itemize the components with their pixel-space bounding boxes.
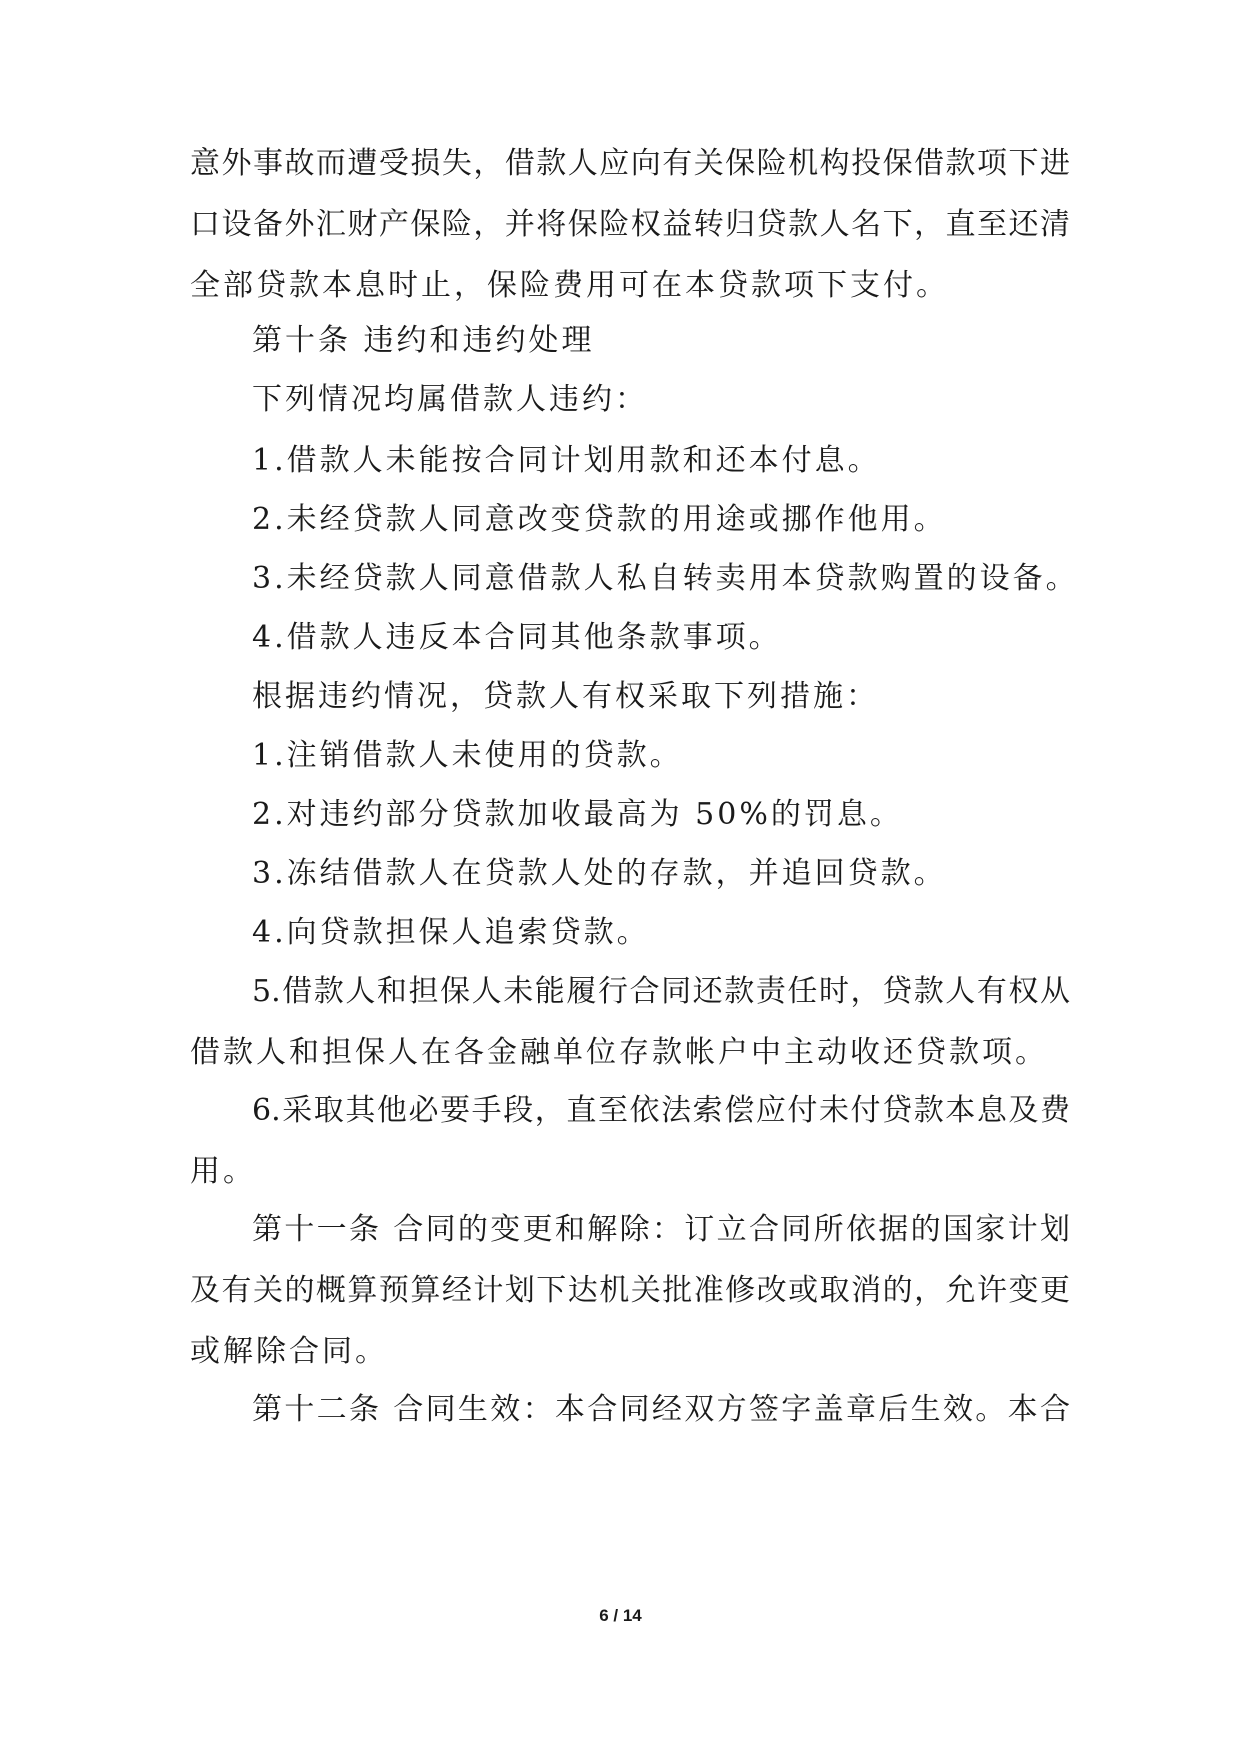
default-case-1: 1.借款人未能按合同计划用款和还本付息。 (252, 443, 881, 478)
default-case-4: 4.借款人违反本合同其他条款事项。 (252, 620, 782, 655)
measure-3: 3.冻结借款人在贷款人处的存款，并追回贷款。 (252, 856, 947, 891)
measure-4: 4.向贷款担保人追索贷款。 (252, 915, 650, 950)
article-11-line-3: 或解除合同。 (190, 1334, 388, 1369)
paragraph-line-1: 意外事故而遭受损失，借款人应向有关保险机构投保借款项下进 (190, 146, 1070, 181)
page-number: 6 / 14 (599, 1606, 642, 1625)
measure-5-line-2: 借款人和担保人在各金融单位存款帐户中主动收还贷款项。 (190, 1035, 1048, 1070)
article-11-line-1: 第十一条 合同的变更和解除：订立合同所依据的国家计划 (252, 1212, 1070, 1247)
article-11-line-2: 及有关的概算预算经计划下达机关批准修改或取消的，允许变更 (190, 1273, 1070, 1308)
measure-1: 1.注销借款人未使用的贷款。 (252, 738, 683, 773)
default-case-3: 3.未经贷款人同意借款人私自转卖用本贷款购置的设备。 (252, 561, 1079, 596)
measure-5-line-1: 5.借款人和担保人未能履行合同还款责任时，贷款人有权从 (252, 974, 1070, 1009)
default-case-2: 2.未经贷款人同意改变贷款的用途或挪作他用。 (252, 502, 947, 537)
default-cases-intro: 下列情况均属借款人违约： (252, 382, 648, 417)
paragraph-line-2: 口设备外汇财产保险，并将保险权益转归贷款人名下，直至还清 (190, 207, 1070, 242)
paragraph-line-3: 全部贷款本息时止，保险费用可在本贷款项下支付。 (190, 268, 949, 303)
measure-6-line-1: 6.采取其他必要手段，直至依法索偿应付未付贷款本息及费 (252, 1093, 1070, 1128)
measures-intro: 根据违约情况，贷款人有权采取下列措施： (252, 679, 879, 714)
article-10-heading: 第十条 违约和违约处理 (252, 323, 595, 358)
measure-6-line-2: 用。 (190, 1154, 256, 1189)
article-12-line-1: 第十二条 合同生效：本合同经双方签字盖章后生效。本合 (252, 1392, 1070, 1427)
measure-2: 2.对违约部分贷款加收最高为 50%的罚息。 (252, 797, 903, 832)
